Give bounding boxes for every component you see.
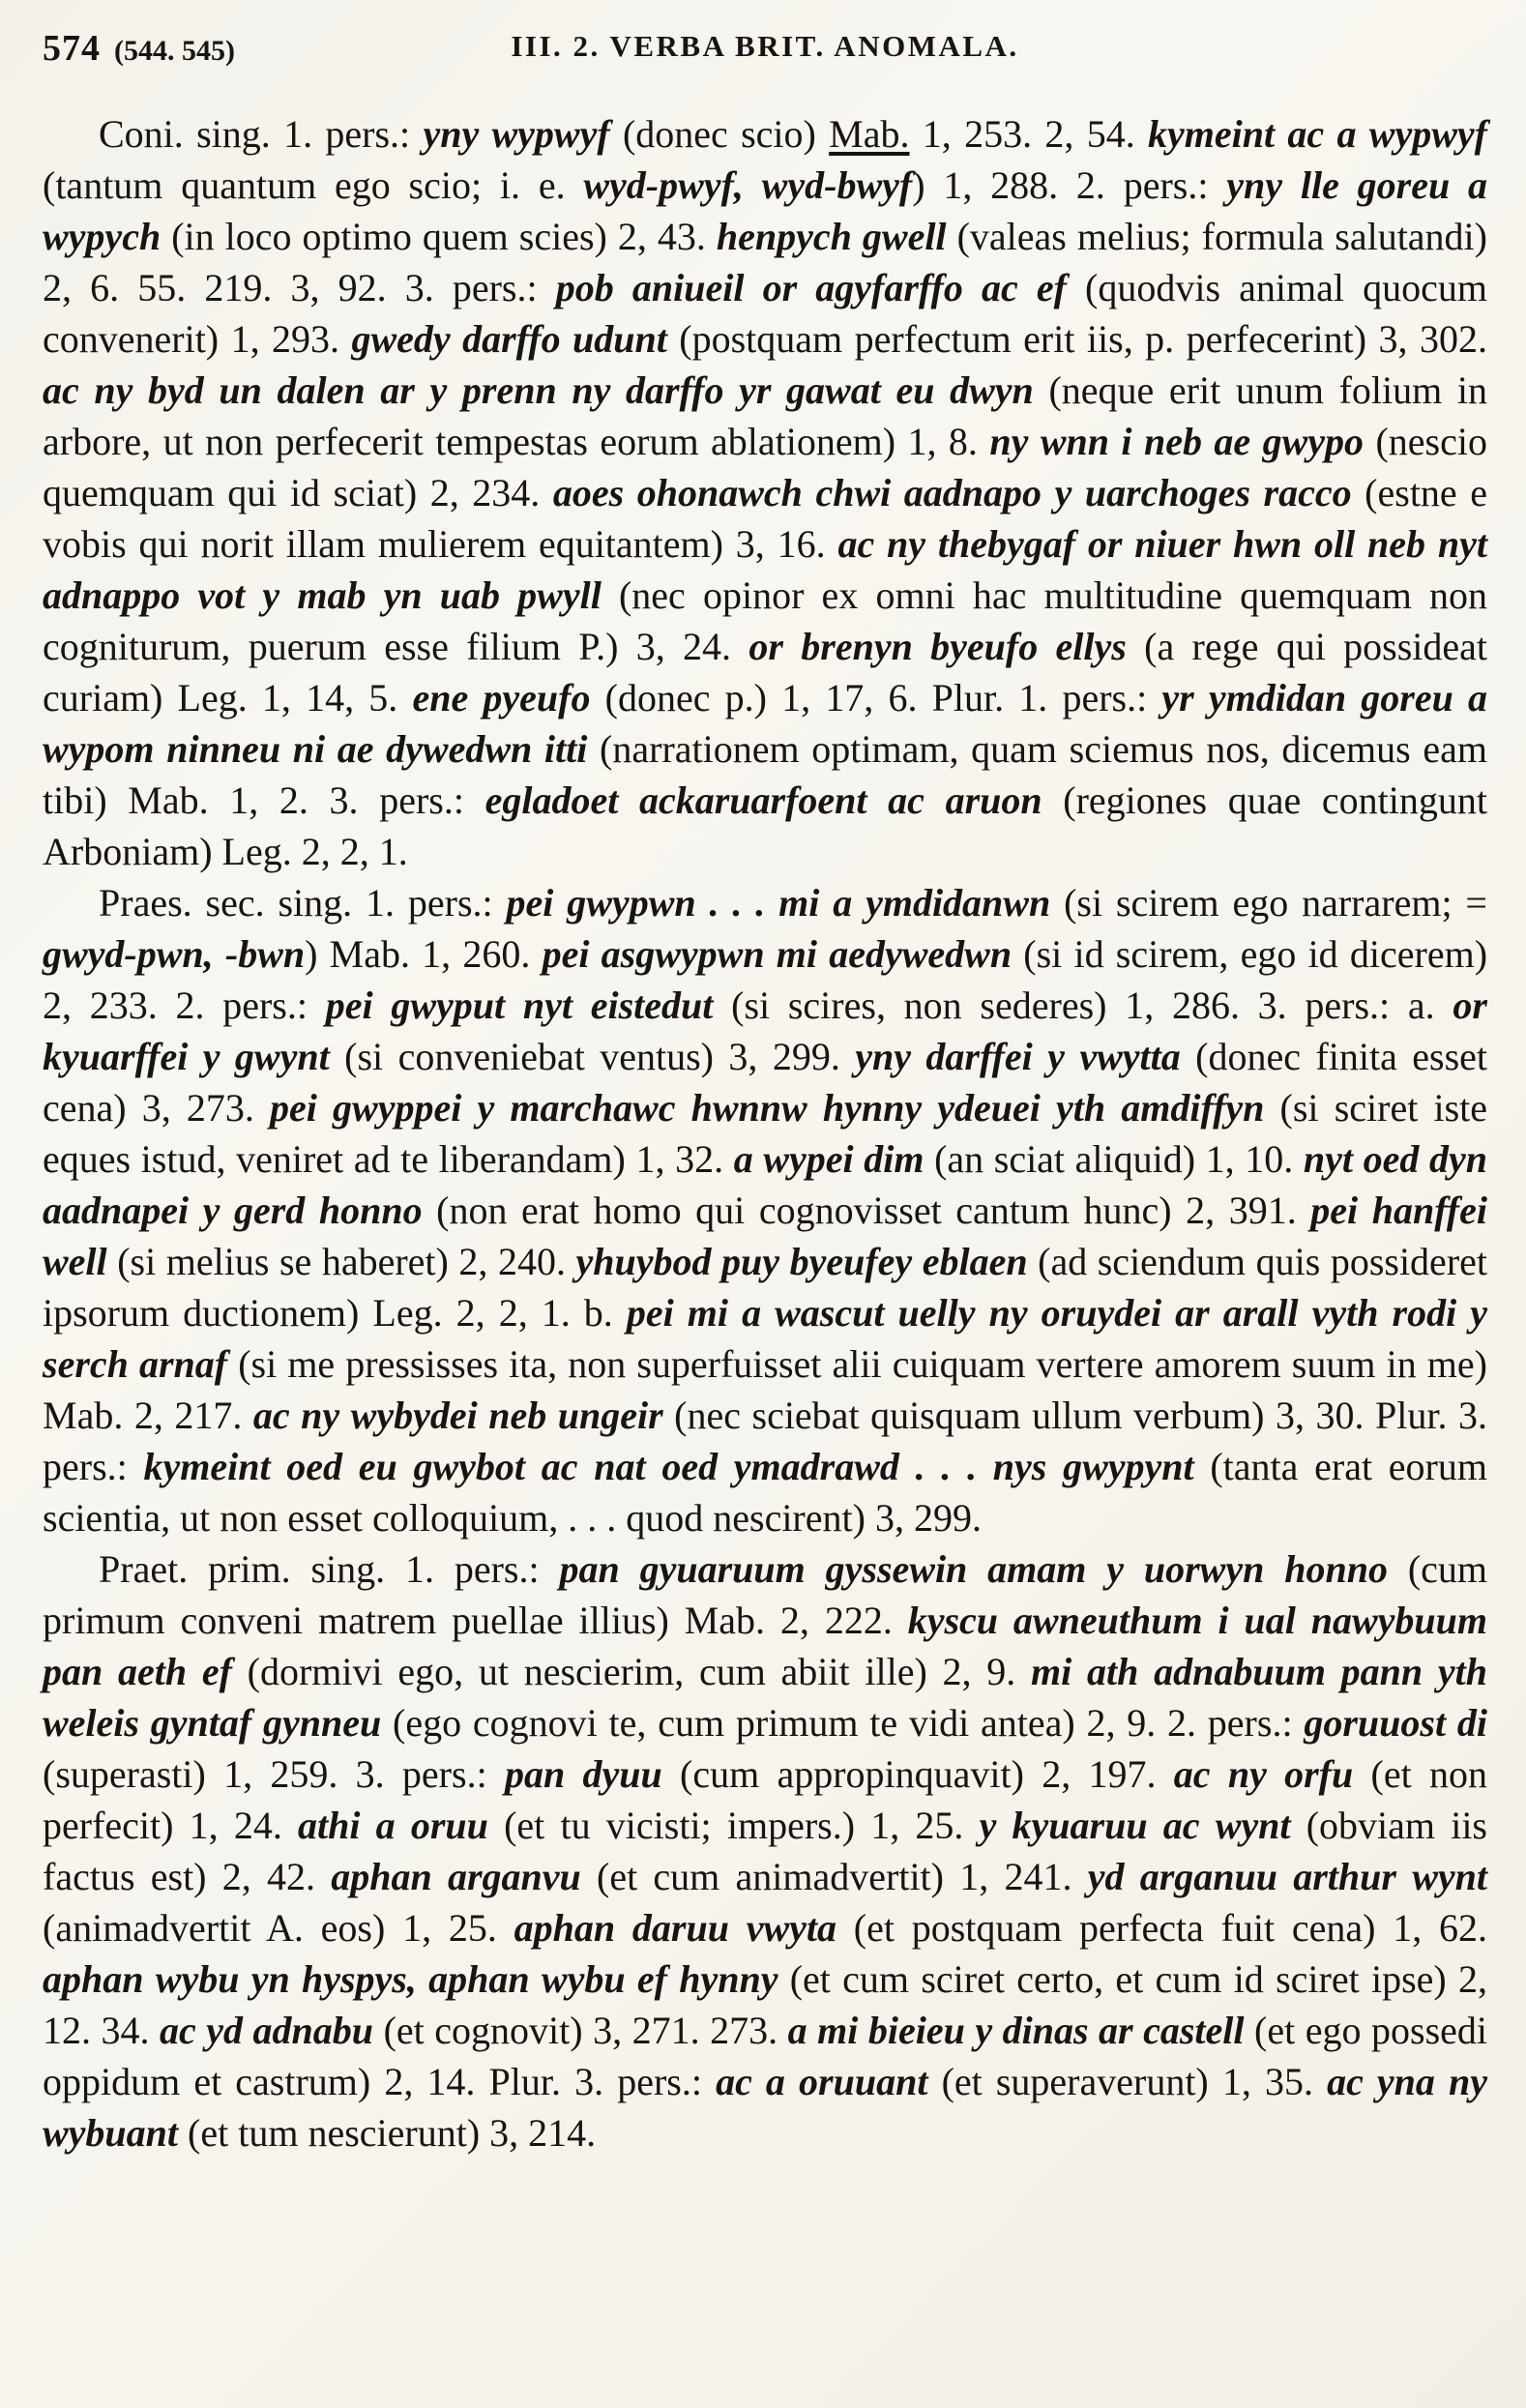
running-title: III. 2. VERBA BRIT. ANOMALA.: [511, 29, 1019, 63]
text-block: [43, 108, 1487, 2158]
latin-text: (et tu vicisti; impers.) 1, 25.: [504, 1804, 980, 1847]
welsh-phrase: pob aniueil or agyfarffo ac ef: [555, 266, 1086, 309]
latin-text: (estne e vobis qui norit illam mulierem equitantem) 3, 16.: [43, 471, 1487, 566]
welsh-phrase: wyd-pwyf, wyd-bwyf: [583, 163, 913, 207]
latin-text: (non erat homo qui cognovisset cantum hunc) 2, 391.: [436, 1189, 1311, 1232]
latin-text: ) 1, 288. 2. pers.:: [912, 163, 1227, 207]
welsh-phrase: athi a oruu: [298, 1804, 505, 1847]
latin-text: (et cum animadvertit) 1, 241.: [597, 1855, 1088, 1898]
welsh-phrase: gwedy darffo udunt: [351, 317, 680, 361]
latin-text: (valeas melius; formula salutandi) 2, 6. 55. 219. 3, 92. 3. pers.:: [43, 215, 1487, 309]
latin-text: (animadvertit A. eos) 1, 25.: [43, 1906, 514, 1950]
welsh-phrase: ac ny orfu: [1173, 1752, 1371, 1796]
welsh-phrase: ac ny wybydei neb ungeir: [252, 1394, 675, 1437]
paragraph: [43, 1543, 1487, 2158]
latin-text: (in loco optimo quem scies) 2, 43.: [171, 215, 717, 258]
welsh-phrase: ene pyeufo: [412, 676, 605, 719]
latin-text: (superasti) 1, 259. 3. pers.:: [43, 1752, 505, 1796]
latin-text: (nec sciebat quisquam ullum verbum) 3, 30. Plur. 3. pers.:: [43, 1394, 1487, 1488]
latin-text: (donec finita esset cena) 3, 273.: [43, 1035, 1487, 1130]
page-number: 574: [43, 28, 101, 69]
latin-text: (si scires, non sederes) 1, 286. 3. pers.: a.: [731, 984, 1453, 1027]
welsh-phrase: egladoet ackaruarfoent ac aruon: [484, 778, 1064, 822]
latin-text: (et postquam perfecta fuit cena) 1, 62.: [853, 1906, 1488, 1950]
latin-text: (obviam iis factus est) 2, 42.: [43, 1804, 1487, 1898]
welsh-phrase: a mi bieieu y dinas ar castell: [787, 2009, 1255, 2052]
welsh-phrase: pan dyuu: [504, 1752, 681, 1796]
latin-text: (quodvis animal quocum convenerit) 1, 293.: [43, 266, 1487, 361]
welsh-phrase: yhuybod puy byeufey eblaen: [575, 1240, 1039, 1283]
welsh-phrase: yd arganuu arthur wynt: [1087, 1855, 1487, 1898]
welsh-phrase: pei mi a wascut uelly ny oruydei ar arall vyth rodi y serch arnaf: [43, 1291, 1487, 1386]
welsh-phrase: or brenyn byeufo ellys: [748, 625, 1145, 668]
latin-text: (tanta erat eorum scientia, ut non esset colloquium, . . . quod nescirent) 3, 299.: [43, 1445, 1487, 1540]
welsh-phrase: kyscu awneuthum i ual nawybuum pan aeth ef: [43, 1599, 1487, 1693]
latin-text: (ad sciendum quis possideret ipsorum ductionem) Leg. 2, 2, 1. b.: [43, 1240, 1488, 1335]
welsh-phrase: pei asgwypwn mi aedywedwn: [542, 932, 1024, 976]
welsh-phrase: a wypei dim: [733, 1137, 935, 1181]
latin-text: ) Mab. 1, 260.: [305, 932, 543, 976]
welsh-phrase: yny lle goreu a wypych: [43, 163, 1488, 258]
latin-text: (nescio quemquam qui id sciat) 2, 234.: [43, 420, 1487, 514]
latin-text: (donec p.) 1, 17, 6. Plur. 1. pers.:: [604, 676, 1162, 719]
welsh-phrase: ac a oruuant: [716, 2060, 942, 2103]
welsh-phrase: mi ath adnabuum pann yth weleis gyntaf gynneu: [43, 1650, 1488, 1745]
latin-text: (narrationem optimam, quam sciemus nos, dicemus eam tibi) Mab. 1, 2. 3. pers.:: [43, 727, 1487, 822]
latin-text: (et cum sciret certo, et cum id sciret ipse) 2, 12. 34.: [43, 1957, 1487, 2052]
welsh-phrase: pei gwyput nyt eistedut: [325, 984, 732, 1027]
welsh-phrase: aoes ohonawch chwi aadnapo y uarchoges racco: [552, 471, 1365, 514]
latin-text: Mab.: [829, 112, 910, 156]
welsh-phrase: ac ny byd un dalen ar y prenn ny darffo yr gawat eu dwyn: [43, 368, 1049, 412]
welsh-phrase: pei gwyppei y marchawc hwnnw hynny ydeuei yth amdiffyn: [270, 1086, 1280, 1130]
latin-text: (postquam perfectum erit iis, p. perfecerint) 3, 302.: [679, 317, 1487, 361]
latin-text: (ego cognovi te, cum primum te vidi antea) 2, 9. 2. pers.:: [393, 1701, 1305, 1745]
latin-text: (si melius se haberet) 2, 240.: [117, 1240, 576, 1283]
latin-text: (et non perfecit) 1, 24.: [43, 1752, 1487, 1847]
welsh-phrase: yny wypwyf: [423, 112, 623, 156]
welsh-phrase: yny darffei y vwytta: [855, 1035, 1196, 1078]
latin-text: (cum appropinquavit) 2, 197.: [680, 1752, 1174, 1796]
latin-text: (si scirem ego narrarem; =: [1064, 881, 1487, 925]
welsh-phrase: goruuost di: [1304, 1701, 1487, 1745]
latin-text: (dormivi ego, ut nescierim, cum abiit ille) 2, 9.: [247, 1650, 1032, 1693]
paragraph: [43, 877, 1487, 1543]
welsh-phrase: kymeint ac a wypwyf: [1148, 112, 1487, 156]
paragraph: [43, 108, 1487, 877]
welsh-phrase: ac ny thebygaf or niuer hwn oll neb nyt adnappo vot y mab yn uab pwyll: [43, 522, 1487, 617]
welsh-phrase: aphan daruu vwyta: [514, 1906, 854, 1950]
welsh-phrase: yr ymdidan goreu a wypom ninneu ni ae dywedwn itti: [43, 676, 1488, 771]
latin-text: (an sciat aliquid) 1, 10.: [934, 1137, 1304, 1181]
latin-text: (si conveniebat ventus) 3, 299.: [344, 1035, 856, 1078]
welsh-phrase: pei hanffei well: [43, 1189, 1487, 1283]
latin-text: (et ego possedi oppidum et castrum) 2, 14. Plur. 3. pers.:: [43, 2009, 1488, 2103]
latin-text: Coni. sing. 1. pers.:: [99, 112, 424, 156]
welsh-phrase: ac yd adnabu: [160, 2009, 384, 2052]
welsh-phrase: pan gyuaruum gyssewin amam y uorwyn honno: [559, 1547, 1408, 1591]
latin-text: (si sciret iste eques istud, veniret ad te liberandam) 1, 32.: [43, 1086, 1487, 1181]
latin-text: (regiones quae contingunt Arboniam) Leg. 2, 2, 1.: [43, 778, 1487, 873]
welsh-phrase: henpych gwell: [716, 215, 957, 258]
latin-text: (donec scio): [622, 112, 830, 156]
latin-text: (si me pressisses ita, non superfuisset alii cuiquam vertere amorem suum in me) Mab. 2, 217.: [43, 1342, 1487, 1437]
latin-text: (et superaverunt) 1, 35.: [941, 2060, 1328, 2103]
latin-text: (et tum nescierunt) 3, 214.: [188, 2111, 597, 2155]
latin-text: (nec opinor ex omni hac multitudine quemquam non cogniturum, puerum esse filium P.) 3, 24.: [43, 573, 1487, 668]
latin-text: 1, 253. 2, 54.: [909, 112, 1149, 156]
page-header: [43, 21, 1487, 83]
latin-text: (neque erit unum folium in arbore, ut non perfecerit tempestas eorum ablationem) 1, 8.: [43, 368, 1487, 463]
welsh-phrase: nyt oed dyn aadnapei y gerd honno: [43, 1137, 1488, 1232]
latin-text: (cum primum conveni matrem puellae illius) Mab. 2, 222.: [43, 1547, 1488, 1642]
welsh-phrase: pei gwypwn . . . mi a ymdidanwn: [506, 881, 1065, 925]
latin-text: (si id scirem, ego id dicerem) 2, 233. 2. pers.:: [43, 932, 1488, 1027]
welsh-phrase: kymeint oed eu gwybot ac nat oed ymadrawd . . . nys gwypynt: [143, 1445, 1211, 1488]
welsh-phrase: ac yna ny wybuant: [43, 2060, 1488, 2155]
welsh-phrase: gwyd-pwn, -bwn: [43, 932, 306, 976]
welsh-phrase: aphan wybu yn hyspys, aphan wybu ef hynny: [43, 1957, 790, 2001]
latin-text: (tantum quantum ego scio; i. e.: [43, 163, 584, 207]
page-reference: (544. 545): [114, 35, 235, 67]
latin-text: Praet. prim. sing. 1. pers.:: [99, 1547, 560, 1591]
welsh-phrase: or kyuarffei y gwynt: [43, 984, 1487, 1078]
latin-text: (et cognovit) 3, 271. 273.: [383, 2009, 788, 2052]
welsh-phrase: ny wnn i neb ae gwypo: [989, 420, 1376, 463]
latin-text: Praes. sec. sing. 1. pers.:: [99, 881, 507, 925]
welsh-phrase: y kyuaruu ac wynt: [979, 1804, 1306, 1847]
latin-text: (a rege qui possideat curiam) Leg. 1, 14, 5.: [43, 625, 1487, 719]
welsh-phrase: aphan arganvu: [331, 1855, 597, 1898]
